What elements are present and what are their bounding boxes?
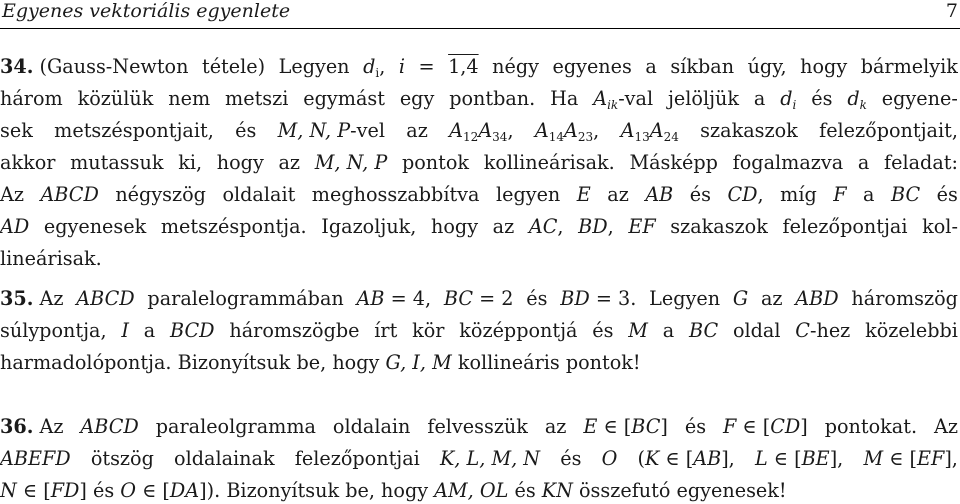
problem-34-line-1: 34. (Gauss-Newton tétele) Legyen $d_i$, i = 1,4 négy egyenes a síkban úgy, hogy bármelyik bbox=[0, 55, 958, 80]
header-title: Egyenes vektoriális egyenlete bbox=[2, 0, 291, 22]
problem-34-line-5: Az ABCD négyszög oldalait meghosszabbítva legyen E az AB és CD, míg F a BC és bbox=[0, 183, 958, 206]
problem-36-line-3: N ∈ [FD] és O ∈ [DA]). Bizonyítsuk be, hogy AM, OL és KN összefutó egyenesek! bbox=[0, 479, 787, 502]
problem-34-line-7: lineárisak. bbox=[0, 247, 102, 270]
page-number: 7 bbox=[945, 0, 958, 22]
problem-35-line-1: 35. Az ABCD paralelogrammában AB = 4, BC = 2 és BD = 3. Legyen G az ABD háromszög bbox=[0, 287, 958, 310]
problem-34-line-2: három közülük nem metszi egymást egy pontban. Ha $A_{ik}$-val jelöljük a $d_i$ és $d_k$ egyene- bbox=[0, 87, 958, 112]
problem-number: 34. bbox=[0, 55, 34, 78]
problem-34-line-3: sek metszéspontjait, és M, N, P-vel az $A_{12}A_{34}$, $A_{14}A_{23}$, $A_{13}A_{24}$ szakaszok felezőpontjait, bbox=[0, 119, 958, 144]
running-header bbox=[0, 0, 960, 29]
problem-35-line-3: harmadolópontja. Bizonyítsuk be, hogy G, I, M kollineáris pontok! bbox=[0, 351, 641, 374]
problem-number: 35. bbox=[0, 287, 34, 310]
problem-34-line-6: AD egyenesek metszéspontja. Igazoljuk, hogy az AC, BD, EF szakaszok felezőpontjai kol- bbox=[0, 215, 958, 238]
problem-34-line-4: akkor mutassuk ki, hogy az M, N, P pontok kollineárisak. Másképp fogalmazva a feladat: bbox=[0, 151, 958, 174]
problem-36-line-1: 36. Az ABCD paraleolgramma oldalain felvesszük az E ∈ [BC] és F ∈ [CD] pontokat. Az bbox=[0, 415, 958, 438]
problem-number: 36. bbox=[0, 415, 34, 438]
problem-36-line-2: ABEFD ötszög oldalainak felezőpontjai K, L, M, N és O (K ∈ [AB], L ∈ [BE], M ∈ [EF], bbox=[0, 447, 958, 470]
problem-35-line-2: súlypontja, I a BCD háromszögbe írt kör középpontjá és M a BC oldal C-hez közelebbi bbox=[0, 319, 958, 342]
